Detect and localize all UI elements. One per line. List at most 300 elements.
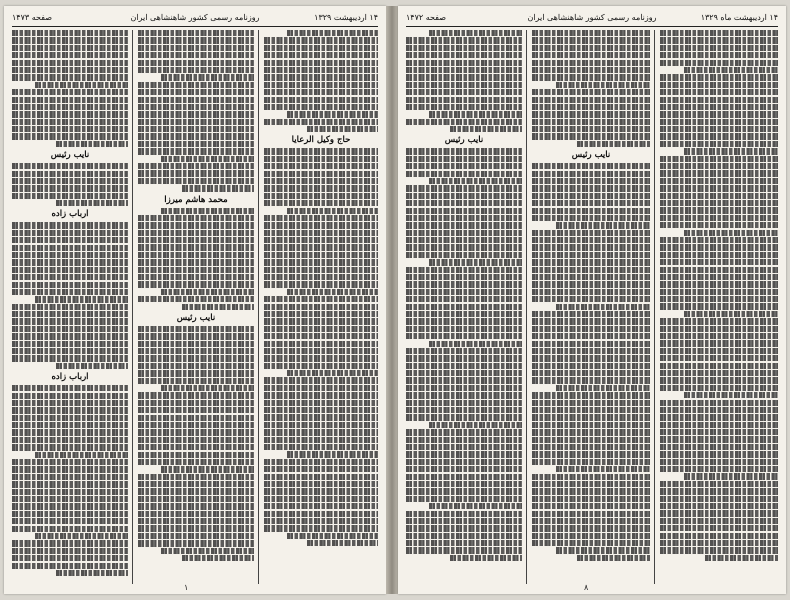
book-gutter xyxy=(386,6,398,594)
text-line xyxy=(532,119,650,125)
text-line xyxy=(532,30,650,36)
text-line xyxy=(12,237,128,243)
text-line xyxy=(138,104,254,110)
text-line xyxy=(532,511,650,517)
text-line xyxy=(660,178,778,184)
text-line xyxy=(532,437,650,443)
text-line xyxy=(660,97,778,103)
text-line xyxy=(264,163,378,169)
text-line xyxy=(406,392,522,398)
text-line xyxy=(264,326,378,332)
text-line xyxy=(264,503,378,509)
text-line xyxy=(138,237,254,243)
text-line xyxy=(406,348,522,354)
text-line xyxy=(406,281,522,287)
column-rule xyxy=(132,30,133,584)
text-line xyxy=(12,289,128,295)
text-line xyxy=(56,363,128,369)
text-line xyxy=(12,548,128,554)
text-line xyxy=(556,82,650,88)
text-line xyxy=(450,555,522,561)
text-line xyxy=(406,119,522,125)
text-line xyxy=(532,163,650,169)
text-line xyxy=(660,400,778,406)
text-line xyxy=(56,200,128,206)
text-line xyxy=(264,429,378,435)
text-line xyxy=(264,67,378,73)
text-line xyxy=(660,318,778,324)
text-line xyxy=(12,355,128,361)
text-line xyxy=(264,237,378,243)
text-line xyxy=(406,444,522,450)
text-line xyxy=(138,503,254,509)
text-line xyxy=(138,244,254,250)
text-line xyxy=(660,193,778,199)
text-line xyxy=(660,126,778,132)
text-line xyxy=(138,119,254,125)
text-line xyxy=(660,422,778,428)
text-line xyxy=(532,215,650,221)
text-line xyxy=(138,148,254,154)
text-line xyxy=(138,281,254,287)
text-line xyxy=(532,45,650,51)
text-line xyxy=(532,133,650,139)
text-line xyxy=(532,281,650,287)
text-line xyxy=(532,67,650,73)
text-line xyxy=(532,267,650,273)
text-line xyxy=(660,303,778,309)
text-line xyxy=(660,340,778,346)
text-line xyxy=(12,348,128,354)
text-line xyxy=(406,52,522,58)
text-line xyxy=(532,318,650,324)
text-line xyxy=(660,281,778,287)
text-line xyxy=(264,363,378,369)
text-line xyxy=(35,82,128,88)
text-line xyxy=(161,208,254,214)
text-line xyxy=(35,296,128,302)
text-line xyxy=(660,436,778,442)
text-line xyxy=(660,104,778,110)
text-line xyxy=(532,518,650,524)
text-line xyxy=(532,52,650,58)
text-line xyxy=(12,52,128,58)
text-line xyxy=(12,563,128,569)
text-line xyxy=(660,119,778,125)
text-line xyxy=(684,473,778,479)
text-line xyxy=(532,259,650,265)
text-line xyxy=(138,422,254,428)
text-line xyxy=(138,378,254,384)
column-rule xyxy=(526,30,527,584)
text-line xyxy=(660,407,778,413)
text-line xyxy=(532,377,650,383)
text-line xyxy=(264,414,378,420)
right-page-number: ۸ xyxy=(584,583,589,592)
text-line xyxy=(138,348,254,354)
text-line xyxy=(161,156,254,162)
text-line xyxy=(264,200,378,206)
text-line xyxy=(406,311,522,317)
text-line xyxy=(264,311,378,317)
text-line xyxy=(138,274,254,280)
text-line xyxy=(161,548,254,554)
text-line xyxy=(532,341,650,347)
text-line xyxy=(556,222,650,228)
text-line xyxy=(264,400,378,406)
text-line xyxy=(556,547,650,553)
text-line xyxy=(138,474,254,480)
text-line xyxy=(684,230,778,236)
text-line xyxy=(287,370,378,376)
text-line xyxy=(660,74,778,80)
text-line xyxy=(12,407,128,413)
text-line xyxy=(12,341,128,347)
text-line xyxy=(660,52,778,58)
text-line xyxy=(406,377,522,383)
text-line xyxy=(660,466,778,472)
text-line xyxy=(138,392,254,398)
text-line xyxy=(264,348,378,354)
text-line xyxy=(287,208,378,214)
text-line xyxy=(532,414,650,420)
text-line xyxy=(532,185,650,191)
text-line xyxy=(138,67,254,73)
text-line xyxy=(532,237,650,243)
text-line xyxy=(12,30,128,36)
text-line xyxy=(12,67,128,73)
text-line xyxy=(138,296,254,302)
text-line xyxy=(406,533,522,539)
text-line xyxy=(406,89,522,95)
text-line xyxy=(660,414,778,420)
text-line xyxy=(161,466,254,472)
text-line xyxy=(12,133,128,139)
text-line xyxy=(138,60,254,66)
text-line xyxy=(138,452,254,458)
text-line xyxy=(660,363,778,369)
text-line xyxy=(532,74,650,80)
text-line xyxy=(406,407,522,413)
text-line xyxy=(12,97,128,103)
text-line xyxy=(532,451,650,457)
text-line xyxy=(406,525,522,531)
text-line xyxy=(406,289,522,295)
text-line xyxy=(12,282,128,288)
text-line xyxy=(138,215,254,221)
text-line xyxy=(264,481,378,487)
text-line xyxy=(406,451,522,457)
text-line xyxy=(161,289,254,295)
text-line xyxy=(307,540,378,546)
section-heading: حاج وکیل الرعایا xyxy=(291,135,351,146)
right-page xyxy=(398,6,786,594)
text-line xyxy=(684,392,778,398)
text-line xyxy=(12,222,128,228)
text-line xyxy=(660,503,778,509)
section-heading: محمد هاشم میرزا xyxy=(164,194,228,205)
text-line xyxy=(287,533,378,539)
text-line xyxy=(138,230,254,236)
text-line xyxy=(138,400,254,406)
text-line xyxy=(406,230,522,236)
text-line xyxy=(264,281,378,287)
text-line xyxy=(264,496,378,502)
text-line xyxy=(138,370,254,376)
text-line xyxy=(532,193,650,199)
text-line xyxy=(660,348,778,354)
text-line xyxy=(12,311,128,317)
text-line xyxy=(264,274,378,280)
text-line xyxy=(12,511,128,517)
text-line xyxy=(287,451,378,457)
text-line xyxy=(12,259,128,265)
text-line xyxy=(406,193,522,199)
text-line xyxy=(138,45,254,51)
text-line xyxy=(264,318,378,324)
text-line xyxy=(660,45,778,51)
text-line xyxy=(406,244,522,250)
text-line xyxy=(406,104,522,110)
left-header-page: صفحه ۱۴۷۳ xyxy=(12,13,53,22)
text-line xyxy=(12,74,128,80)
text-line xyxy=(532,111,650,117)
text-line xyxy=(138,178,254,184)
text-line xyxy=(138,37,254,43)
text-line xyxy=(660,207,778,213)
text-line xyxy=(264,171,378,177)
text-line xyxy=(264,296,378,302)
text-line xyxy=(406,511,522,517)
text-line xyxy=(182,304,254,310)
text-line xyxy=(12,119,128,125)
text-line xyxy=(138,355,254,361)
text-line xyxy=(660,533,778,539)
text-line xyxy=(660,429,778,435)
text-line xyxy=(264,74,378,80)
text-line xyxy=(264,60,378,66)
text-line xyxy=(264,104,378,110)
text-line xyxy=(264,355,378,361)
text-line xyxy=(660,170,778,176)
text-line xyxy=(660,237,778,243)
text-line xyxy=(264,385,378,391)
text-line xyxy=(406,67,522,73)
right-column-2 xyxy=(532,30,650,584)
right-header-date: ۱۴ اردیبهشت ماه ۱۳۲۹ xyxy=(700,13,778,22)
text-line xyxy=(406,267,522,273)
text-line xyxy=(287,111,378,117)
text-line xyxy=(12,496,128,502)
text-line xyxy=(660,133,778,139)
text-line xyxy=(264,178,378,184)
text-line xyxy=(684,67,778,73)
text-line xyxy=(264,97,378,103)
text-line xyxy=(406,200,522,206)
text-line xyxy=(660,89,778,95)
left-columns xyxy=(12,30,378,584)
right-column-3 xyxy=(406,30,522,584)
text-line xyxy=(532,429,650,435)
text-line xyxy=(532,326,650,332)
text-line xyxy=(406,74,522,80)
text-line xyxy=(660,30,778,36)
text-line xyxy=(660,525,778,531)
text-line xyxy=(660,355,778,361)
text-line xyxy=(532,459,650,465)
text-line xyxy=(138,525,254,531)
text-line xyxy=(406,304,522,310)
text-line xyxy=(406,97,522,103)
text-line xyxy=(12,252,128,258)
text-line xyxy=(264,156,378,162)
text-line xyxy=(532,363,650,369)
text-line xyxy=(138,459,254,465)
section-heading: نایب رئیس xyxy=(176,312,216,323)
text-line xyxy=(406,429,522,435)
text-line xyxy=(12,474,128,480)
text-line xyxy=(12,400,128,406)
text-line xyxy=(406,156,522,162)
text-line xyxy=(532,503,650,509)
text-line xyxy=(660,481,778,487)
text-line xyxy=(684,311,778,317)
text-line xyxy=(429,111,522,117)
text-line xyxy=(660,111,778,117)
text-line xyxy=(12,518,128,524)
text-line xyxy=(12,326,128,332)
left-page-header xyxy=(12,10,378,27)
text-line xyxy=(532,488,650,494)
text-line xyxy=(138,133,254,139)
text-line xyxy=(660,141,778,147)
section-heading: ارباب زاده xyxy=(51,209,89,220)
text-line xyxy=(660,252,778,258)
text-line xyxy=(264,52,378,58)
text-line xyxy=(182,185,254,191)
text-line xyxy=(264,488,378,494)
text-line xyxy=(532,200,650,206)
text-line xyxy=(307,126,378,132)
text-line xyxy=(660,459,778,465)
text-line xyxy=(138,267,254,273)
text-line xyxy=(12,429,128,435)
text-line xyxy=(532,525,650,531)
text-line xyxy=(138,97,254,103)
text-line xyxy=(406,496,522,502)
text-line xyxy=(532,208,650,214)
text-line xyxy=(406,171,522,177)
text-line xyxy=(532,289,650,295)
text-line xyxy=(450,126,522,132)
text-line xyxy=(138,363,254,369)
column-rule xyxy=(654,30,655,584)
text-line xyxy=(138,259,254,265)
text-line xyxy=(660,222,778,228)
text-line xyxy=(660,60,778,66)
text-line xyxy=(406,163,522,169)
text-line xyxy=(556,466,650,472)
text-line xyxy=(264,259,378,265)
left-header-title: روزنامه رسمی کشور شاهنشاهی ایران xyxy=(130,13,260,22)
text-line xyxy=(532,400,650,406)
text-line xyxy=(12,489,128,495)
text-line xyxy=(429,30,522,36)
text-line xyxy=(406,466,522,472)
text-line xyxy=(161,74,254,80)
text-line xyxy=(660,370,778,376)
text-line xyxy=(532,444,650,450)
text-line xyxy=(287,289,378,295)
text-line xyxy=(532,333,650,339)
text-line xyxy=(138,429,254,435)
text-line xyxy=(577,141,650,147)
text-line xyxy=(406,333,522,339)
text-line xyxy=(532,60,650,66)
text-line xyxy=(264,304,378,310)
text-line xyxy=(406,274,522,280)
text-line xyxy=(12,245,128,251)
text-line xyxy=(12,304,128,310)
text-line xyxy=(35,533,128,539)
text-line xyxy=(264,525,378,531)
text-line xyxy=(138,326,254,332)
text-line xyxy=(138,540,254,546)
text-line xyxy=(12,171,128,177)
text-line xyxy=(12,333,128,339)
text-line xyxy=(406,148,522,154)
text-line xyxy=(138,252,254,258)
section-heading: نایب رئیس xyxy=(571,150,611,161)
text-line xyxy=(660,163,778,169)
text-line xyxy=(406,547,522,553)
text-line xyxy=(138,163,254,169)
text-line xyxy=(12,163,128,169)
text-line xyxy=(12,526,128,532)
text-line xyxy=(406,82,522,88)
text-line xyxy=(138,52,254,58)
text-line xyxy=(12,466,128,472)
text-line xyxy=(264,511,378,517)
text-line xyxy=(660,385,778,391)
text-line xyxy=(12,503,128,509)
text-line xyxy=(12,193,128,199)
text-line xyxy=(406,518,522,524)
right-header-title: روزنامه رسمی کشور شاهنشاهی ایران xyxy=(527,13,657,22)
text-line xyxy=(660,200,778,206)
text-line xyxy=(406,60,522,66)
text-line xyxy=(12,274,128,280)
text-line xyxy=(264,148,378,154)
text-line xyxy=(264,119,378,125)
text-line xyxy=(12,45,128,51)
text-line xyxy=(532,407,650,413)
text-line xyxy=(12,444,128,450)
text-line xyxy=(264,244,378,250)
text-line xyxy=(556,385,650,391)
text-line xyxy=(660,377,778,383)
text-line xyxy=(406,370,522,376)
text-line xyxy=(660,488,778,494)
text-line xyxy=(660,510,778,516)
text-line xyxy=(660,156,778,162)
text-line xyxy=(264,518,378,524)
text-line xyxy=(12,126,128,132)
left-column-1 xyxy=(264,30,378,584)
section-heading: نایب رئیس xyxy=(50,150,90,161)
text-line xyxy=(406,318,522,324)
text-line xyxy=(406,252,522,258)
